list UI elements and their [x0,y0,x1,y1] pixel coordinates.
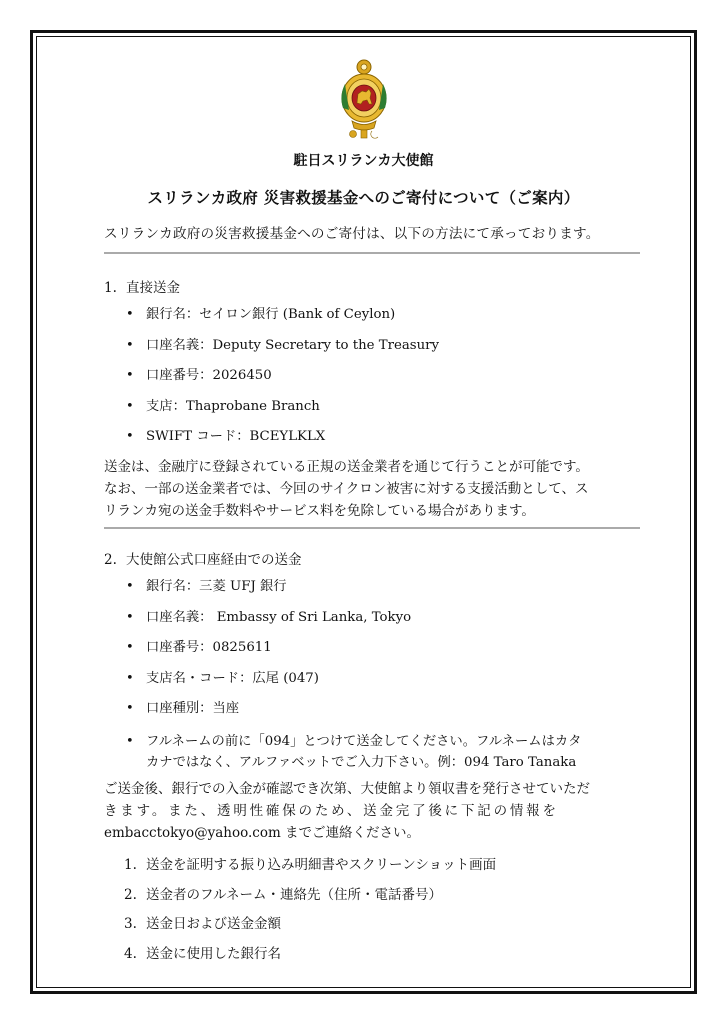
after-line: ご送金後、銀行での入金が確認でき次第、大使館より領収書を発行させていただ [104,781,590,797]
list-item [124,853,496,883]
list-item: • 口座種別：当座 [126,700,581,731]
section2-number: 2. [104,552,117,568]
list-item: • 支店：Thaprobane Branch [126,398,439,429]
item-number: 1. [124,857,137,873]
item-text: 送金者のフルネーム・連絡先（住所・電話番号） [146,886,443,903]
list-item: • 口座番号：2026450 [126,367,439,398]
section1-bank-details [126,306,439,459]
list-item [124,912,496,942]
divider-top [104,252,640,254]
list-item: • 支店名・コード：広尾 (047) [126,670,581,701]
section1-note [104,456,644,522]
note-line: なお、一部の送金業者では、今回のサイクロン被害に対する支援活動として、ス [104,481,589,497]
divider-middle [104,527,640,529]
instruction-line: カナではなく、アルファベットでご入力下さい。例：094 Taro Tanaka [146,754,577,770]
list-item: • 銀行名：三菱 UFJ 銀行 [126,578,581,609]
section1-number: 1. [104,280,117,296]
section2-heading [104,548,302,568]
section1-heading [104,276,180,296]
sri-lanka-emblem-icon [339,58,389,140]
after-line: embacctokyo@yahoo.com までご連絡ください。 [104,825,421,841]
list-item-transfer-instruction [126,731,581,773]
item-text: 送金日および送金金額 [146,916,281,932]
section1-title: 直接送金 [126,280,180,296]
list-item: • 口座名義： Embassy of Sri Lanka, Tokyo [126,609,581,640]
embassy-name: 駐日スリランカ大使館 [293,153,434,169]
instruction-line: • フルネームの前に「094」とつけて送金してください。フルネームはカタ [146,733,582,749]
list-item: • 銀行名：セイロン銀行 (Bank of Ceylon) [126,306,439,337]
list-item: • 口座番号：0825611 [126,639,581,670]
list-item: • SWIFT コード：BCEYLKLX [126,428,439,459]
note-line: 送金は、金融庁に登録されている正規の送金業者を通じて行うことが可能です。 [104,459,589,475]
note-line: リランカ宛の送金手数料やサービス料を免除している場合があります。 [104,503,535,519]
section2-title: 大使館公式口座経由での送金 [126,552,302,568]
intro-text: スリランカ政府の災害救援基金へのご寄付は、以下の方法にて承っております。 [104,226,600,242]
item-number: 2. [124,886,137,903]
list-item [124,942,496,972]
item-text: 送金に使用した銀行名 [146,945,281,962]
list-item [124,883,496,913]
section2-bank-details [126,578,581,773]
page-title: スリランカ政府 災害救援基金へのご寄付について（ご案内） [147,188,580,207]
item-number: 4. [124,945,137,962]
list-item: • 口座名義：Deputy Secretary to the Treasury [126,337,439,368]
item-text: 送金を証明する振り込み明細書やスクリーンショット画面 [146,857,497,873]
section2-after-note [104,778,644,844]
after-line: きます。また、透明性確保のため、送金完了後に下記の情報を [104,803,559,819]
item-number: 3. [124,916,137,932]
required-info-list [124,853,496,971]
